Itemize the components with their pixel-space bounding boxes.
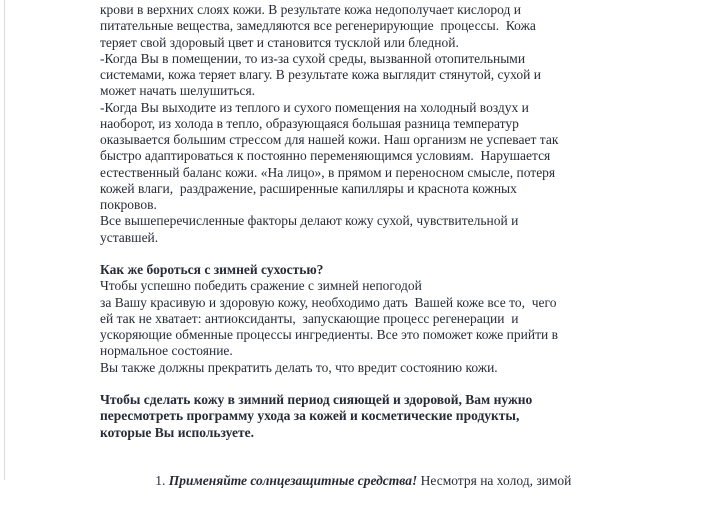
text-line: -Когда Вы выходите из теплого и сухого помещения на холодный воздух и — [100, 99, 529, 115]
bold-paragraph-line: пересмотреть программу ухода за кожей и косметические продукты, — [100, 408, 520, 424]
text-line: теряет свой здоровый цвет и становится тусклой или бледной. — [100, 34, 459, 50]
text-line: за Вашу красивую и здоровую кожу, необходимо дать Вашей коже все то, чего — [100, 294, 557, 310]
text-line: уставшей. — [100, 229, 159, 245]
text-line: Все вышеперечисленные факторы делают кожу сухой, чувствительной и — [100, 213, 519, 229]
text-line: естественный баланс кожи. «На лицо», в прямом и переносном смысле, потеря — [100, 164, 556, 180]
page-left-edge — [4, 0, 5, 480]
text-line: может начать шелушиться. — [100, 83, 256, 99]
text-line: покровов. — [100, 197, 157, 212]
text-line: крови в верхних слоях кожи. В результате кожа недополучает кислород и — [100, 2, 521, 17]
list-item-number: 1. — [155, 473, 169, 489]
text-line: ускоряющие обменные процессы ингредиенты. Все это поможет коже прийти в — [100, 327, 558, 342]
text-line: системами, кожа теряет влагу. В результате кожа выглядит стянутой, сухой и — [100, 67, 541, 82]
bold-paragraph-line: которые Вы используете. — [100, 424, 255, 440]
text-line: оказывается большим стрессом для нашей кожи. Наш организм не успевает так — [100, 132, 559, 147]
section-heading: Как же бороться с зимней сухостью? — [100, 262, 324, 277]
text-line: наоборот, из холода в тепло, образующаяся большая разница температур — [100, 115, 519, 131]
text-line: -Когда Вы в помещении, то из-за сухой среды, вызванной отопительными — [100, 50, 526, 66]
text-line: кожей влаги, раздражение, расширенные капилляры и краснота кожных — [100, 180, 517, 196]
text-line: ей так не хватает: антиоксиданты, запускающие процесс регенерации и — [100, 310, 519, 326]
text-line: Чтобы успешно победить сражение с зимней непогодой — [100, 278, 422, 294]
text-line: быстро адаптироваться к постоянно переменяющимся условиям. Нарушается — [100, 148, 551, 164]
list-item-lead: Применяйте солнцезащитные средства! — [168, 473, 418, 489]
list-item-rest: Несмотря на холод, зимой — [417, 473, 572, 489]
document-body — [100, 2, 710, 489]
text-line: нормальное состояние. — [100, 343, 233, 359]
bold-paragraph-line: Чтобы сделать кожу в зимний период сияющей и здоровой, Вам нужно — [100, 392, 533, 407]
list-item-1 — [100, 457, 710, 489]
text-line: Вы также должны прекратить делать то, что вредит состоянию кожи. — [100, 359, 498, 375]
text-line: питательные вещества, замедляются все регенерирующие процессы. Кожа — [100, 18, 536, 34]
